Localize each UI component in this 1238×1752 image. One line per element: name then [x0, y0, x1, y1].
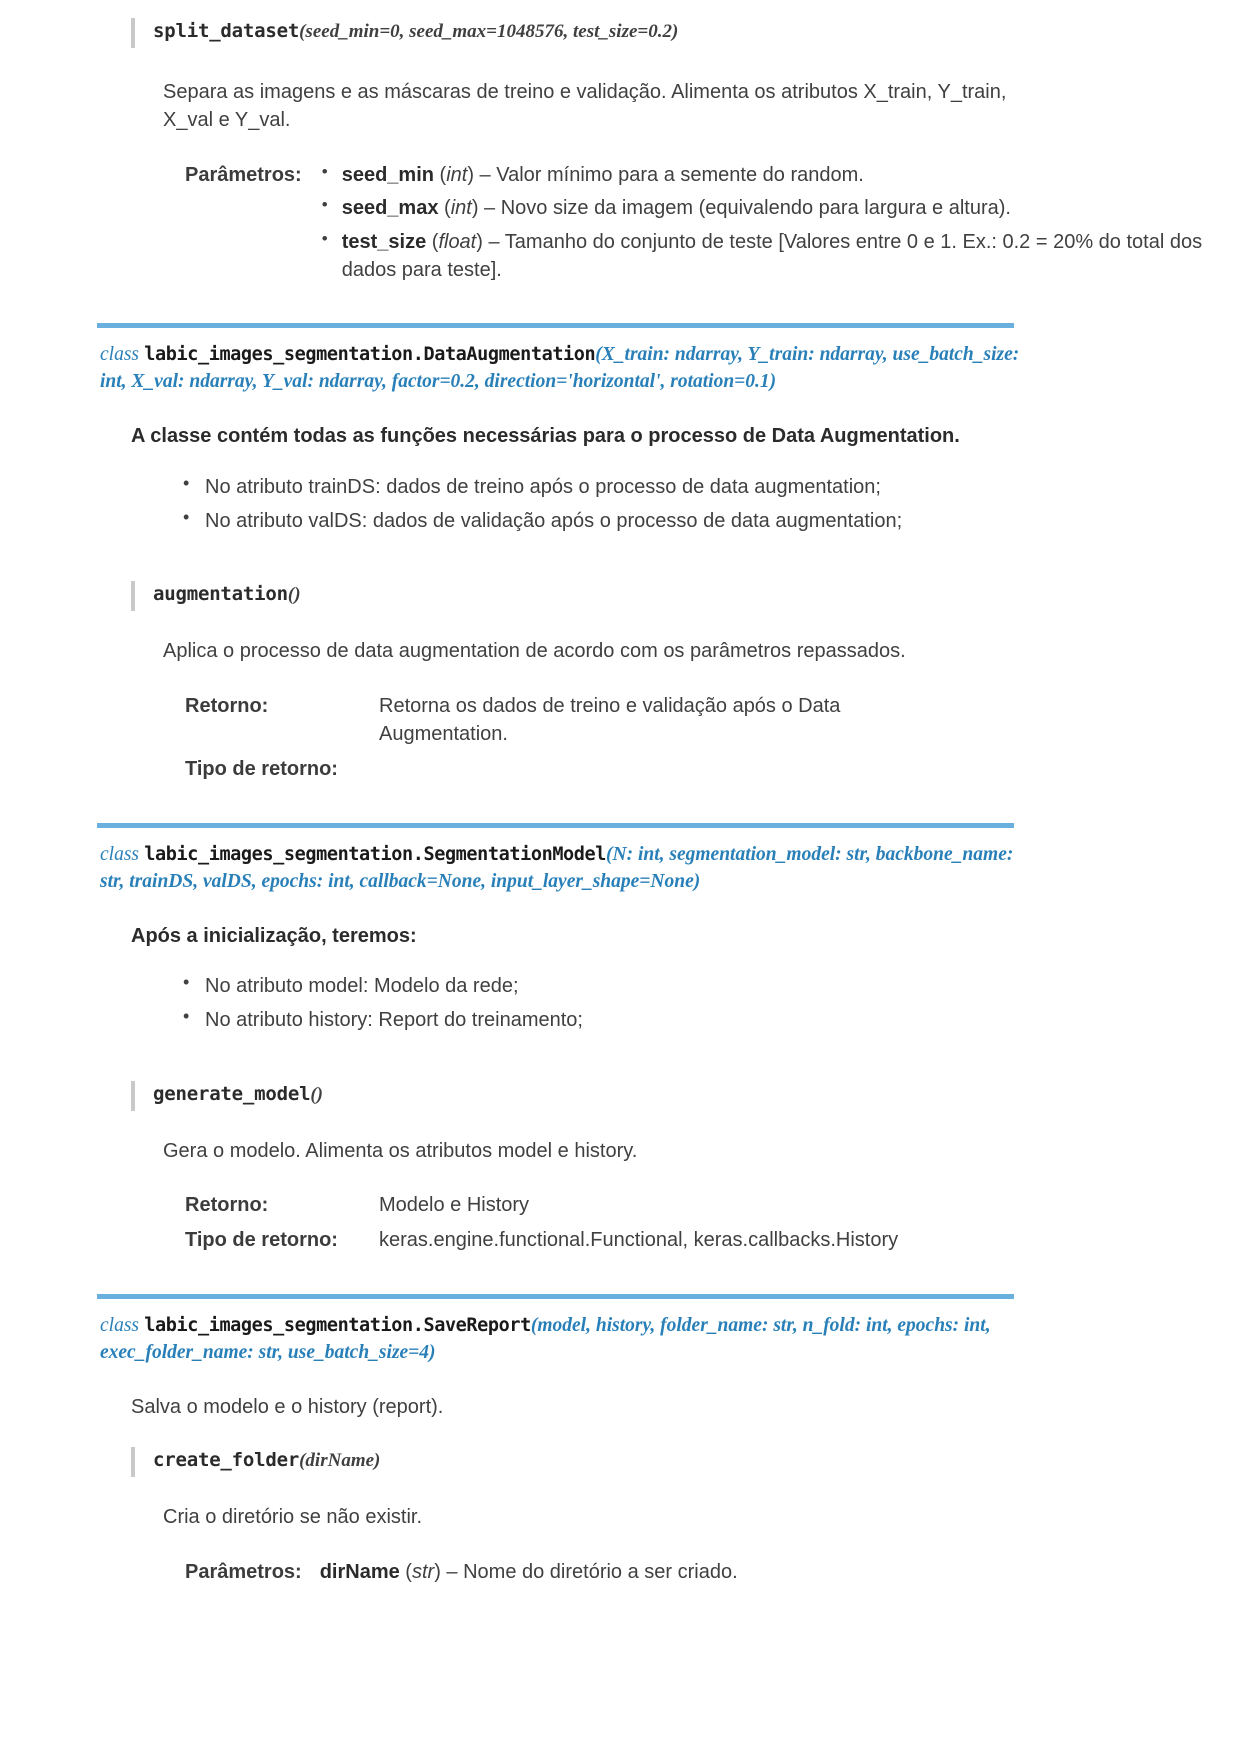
- method-description-augmentation: Aplica o processo de data augmentation de acordo com os parâmetros repassados.: [163, 640, 906, 663]
- class-lead-save-report: Salva o modelo e o history (report).: [131, 1395, 444, 1418]
- method-args-generate-model: (): [310, 1083, 324, 1105]
- list-item: • No atributo trainDS: dados de treino após o processo de data augmentation;: [181, 473, 1238, 501]
- class-signature-segmentation-model: [100, 842, 1042, 896]
- class-args: (X_train: ndarray, Y_train: ndarray, use_batch_size: int, X_val: ndarray, Y_val: ndarray, factor=0.2, direction='horizontal', rotation=0.1): [100, 344, 1020, 393]
- fields-create-folder: [185, 1558, 738, 1586]
- attribute-list-data-augmentation: [181, 473, 1238, 536]
- method-description-create-folder: Cria o diretório se não existir.: [163, 1506, 423, 1529]
- class-signature-data-augmentation: [100, 342, 1042, 396]
- field-row-parametros: [185, 161, 1238, 290]
- method-signature-generate-model: [131, 1081, 1238, 1111]
- field-value-tipo-retorno: keras.engine.functional.Functional, keras.callbacks.History: [379, 1228, 899, 1251]
- field-value-parametros: [320, 161, 1238, 290]
- param-name: dirName: [319, 1560, 400, 1583]
- class-path: labic_images_segmentation.SegmentationModel: [144, 843, 607, 865]
- method-signature-split-dataset: [131, 18, 1238, 48]
- field-label-parametros: Parâmetros:: [185, 1560, 302, 1583]
- method-args-augmentation: (): [287, 584, 301, 606]
- method-signature-create-folder: [131, 1447, 1238, 1477]
- method-name-create-folder: create_folder: [153, 1449, 300, 1472]
- field-row-retorno: [185, 692, 919, 749]
- method-name-generate-model: generate_model: [153, 1082, 311, 1105]
- fields-generate-model: [185, 1191, 898, 1254]
- field-row-tipo-retorno: [185, 749, 919, 783]
- list-item: • No atributo history: Report do treinamento;: [181, 1006, 1238, 1034]
- class-args: (model, history, folder_name: str, n_fold: int, epochs: int, exec_folder_name: str, use_batch_size=4): [100, 1315, 991, 1363]
- param-item: • seed_max (int) – Novo size da imagem (equivalendo para largura e altura).: [342, 194, 1238, 222]
- field-label-tipo-retorno: Tipo de retorno:: [185, 757, 338, 780]
- field-value-tipo-retorno: [379, 749, 919, 783]
- field-label-retorno: Retorno:: [185, 694, 269, 717]
- class-signature-save-report: [100, 1313, 1042, 1367]
- field-row-tipo-retorno: [185, 1220, 898, 1254]
- param-type: str: [411, 1560, 435, 1583]
- field-value-retorno: Retorna os dados de treino e validação após o Data Augmentation.: [379, 694, 841, 746]
- param-item: • seed_min (int) – Valor mínimo para a semente do random.: [342, 161, 1238, 189]
- method-args-create-folder: (dirName): [299, 1450, 381, 1472]
- method-description-generate-model: Gera o modelo. Alimenta os atributos model e history.: [163, 1139, 638, 1162]
- class-args: (N: int, segmentation_model: str, backbone_name: str, trainDS, valDS, epochs: int, callback=None, input_layer_shape=None): [100, 843, 1014, 892]
- field-row-retorno: [185, 1191, 898, 1219]
- class-lead-data-augmentation: A classe contém todas as funções necessárias para o processo de Data Augmentation.: [131, 425, 960, 448]
- field-value-retorno: Modelo e History: [379, 1194, 530, 1217]
- class-keyword: class: [100, 843, 139, 865]
- field-row-parametros: [185, 1558, 738, 1586]
- method-name-augmentation: augmentation: [153, 583, 288, 606]
- fields-augmentation: [185, 692, 919, 783]
- list-item: • No atributo valDS: dados de validação após o processo de data augmentation;: [181, 507, 1238, 535]
- class-keyword: class: [100, 344, 139, 366]
- class-path: labic_images_segmentation.SaveReport: [144, 1315, 531, 1337]
- method-name-split-dataset: split_dataset: [153, 20, 300, 42]
- fields-split-dataset: [185, 161, 1238, 290]
- field-label-parametros: Parâmetros:: [185, 163, 302, 186]
- param-item: • test_size (float) – Tamanho do conjunto de teste [Valores entre 0 e 1. Ex.: 0.2 = 20% do total dos dados para teste].: [342, 228, 1238, 285]
- method-description-split-dataset: Separa as imagens e as máscaras de treino e validação. Alimenta os atributos X_train, Y_train, X_val e Y_val.: [163, 81, 1007, 132]
- class-lead-segmentation-model: Após a inicialização, teremos:: [131, 924, 417, 947]
- param-desc: – Nome do diretório a ser criado.: [446, 1560, 738, 1583]
- attribute-list-segmentation-model: [181, 972, 1238, 1035]
- method-signature-augmentation: [131, 581, 1238, 611]
- field-label-tipo-retorno: Tipo de retorno:: [185, 1228, 338, 1251]
- class-keyword: class: [100, 1315, 139, 1337]
- list-item: • No atributo model: Modelo da rede;: [181, 972, 1238, 1000]
- method-args-split-dataset: (seed_min=0, seed_max=1048576, test_size=0.2): [299, 21, 679, 42]
- class-path: labic_images_segmentation.DataAugmentation: [144, 344, 596, 366]
- field-label-retorno: Retorno:: [185, 1194, 269, 1217]
- field-value-parametros: dirName (str) – Nome do diretório a ser criado.: [319, 1560, 738, 1583]
